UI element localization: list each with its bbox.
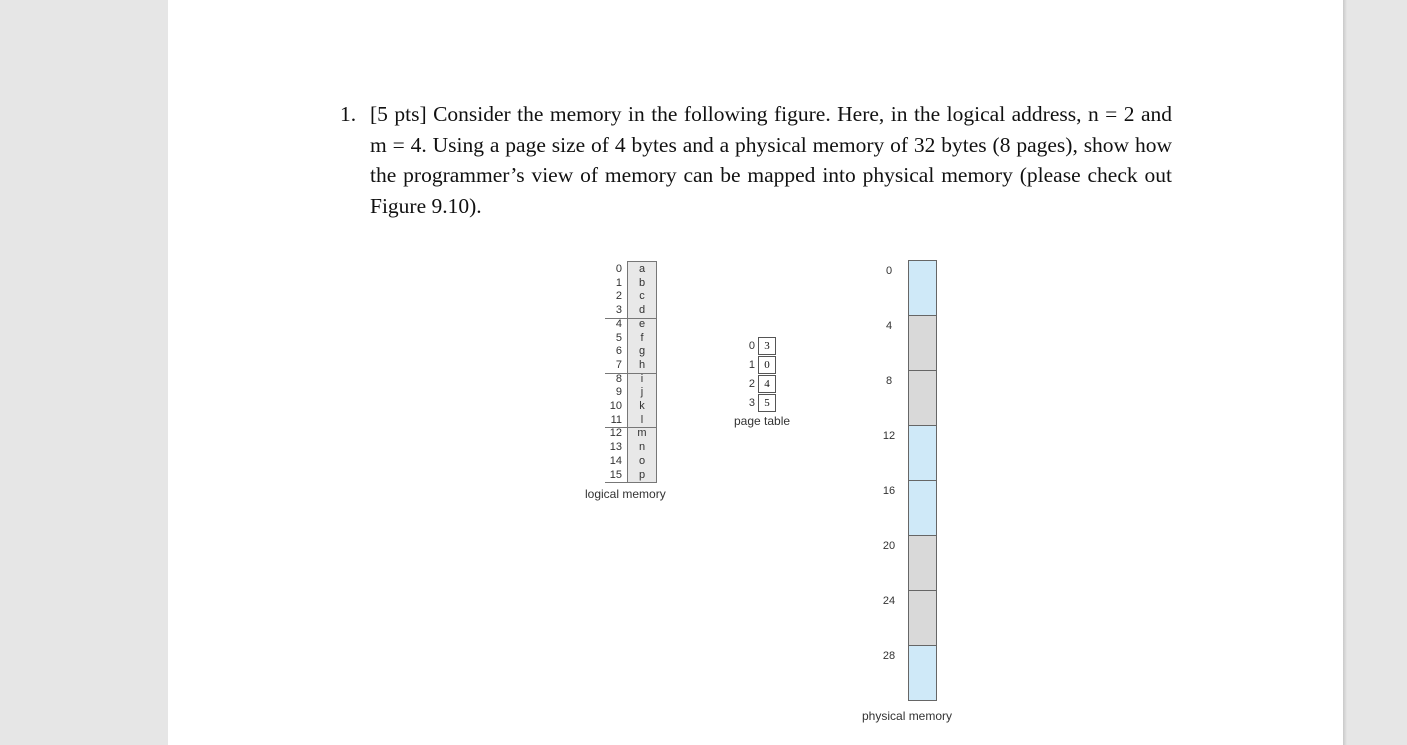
physical-address: 28 (882, 650, 896, 662)
logical-cell: c (639, 290, 645, 303)
physical-address: 8 (885, 375, 893, 387)
logical-index: 9 (615, 386, 622, 399)
logical-cell: o (638, 454, 646, 467)
physical-frame (908, 370, 937, 426)
logical-index: 4 (615, 317, 622, 330)
logical-index: 2 (615, 290, 622, 303)
logical-cell: i (640, 372, 644, 385)
logical-index: 0 (615, 263, 622, 275)
logical-cell: l (640, 413, 644, 426)
page-table-index: 2 (748, 378, 755, 390)
physical-memory-label: physical memory (862, 709, 953, 723)
page-table-index: 1 (748, 359, 755, 371)
logical-cell: e (638, 317, 646, 330)
physical-address: 4 (885, 320, 893, 332)
logical-index: 6 (615, 345, 622, 358)
logical-cell: p (638, 468, 646, 481)
logical-index: 13 (609, 441, 622, 454)
page-divider (605, 482, 657, 483)
logical-index: 12 (609, 427, 622, 440)
physical-address: 0 (885, 265, 893, 277)
logical-cell: k (639, 400, 645, 412)
question-text: [5 pts] Consider the memory in the following figure. Here, in the logical address, n = 2 and m = 4. Using a page size of 4 bytes and a physical memory of 32 bytes (8 pages), show how the programmer’s view of memory can be mapped into physical memory (please check out Figure 9.10). (370, 102, 1172, 218)
physical-frame (908, 315, 937, 371)
logical-index: 3 (615, 304, 622, 317)
logical-cell: a (638, 263, 646, 275)
logical-index: 10 (609, 400, 622, 412)
logical-memory-label: logical memory (585, 487, 666, 501)
logical-index: 11 (610, 413, 622, 426)
page-table-entry: 3 (758, 337, 776, 355)
logical-index: 8 (615, 372, 622, 385)
physical-address: 16 (882, 485, 896, 497)
page-table-entry: 4 (758, 375, 776, 393)
logical-cell: f (640, 331, 644, 344)
logical-cell: j (640, 386, 644, 399)
page-table-index: 3 (748, 397, 755, 409)
physical-frame (908, 480, 937, 536)
logical-index: 1 (615, 276, 622, 289)
physical-frame (908, 535, 937, 591)
physical-frame (908, 645, 937, 701)
question-number: 1. (340, 102, 357, 126)
logical-index: 15 (609, 468, 622, 481)
physical-address: 12 (882, 430, 896, 442)
logical-cell: m (637, 427, 647, 440)
logical-index: 14 (609, 454, 622, 467)
logical-cell: d (638, 304, 646, 317)
logical-index: 5 (615, 331, 622, 344)
page-table-label: page table (734, 414, 791, 428)
logical-cell: b (638, 276, 646, 289)
physical-frame (908, 425, 937, 481)
logical-index: 7 (615, 358, 622, 371)
page-table-entry: 5 (758, 394, 776, 412)
physical-frame (908, 260, 937, 316)
physical-frame (908, 590, 937, 646)
logical-cell: g (638, 345, 646, 358)
page-table-index: 0 (748, 340, 755, 352)
page-table-entry: 0 (758, 356, 776, 374)
logical-cell: n (638, 441, 646, 454)
physical-address: 24 (882, 595, 896, 607)
physical-address: 20 (882, 540, 896, 552)
logical-cell: h (638, 358, 646, 371)
